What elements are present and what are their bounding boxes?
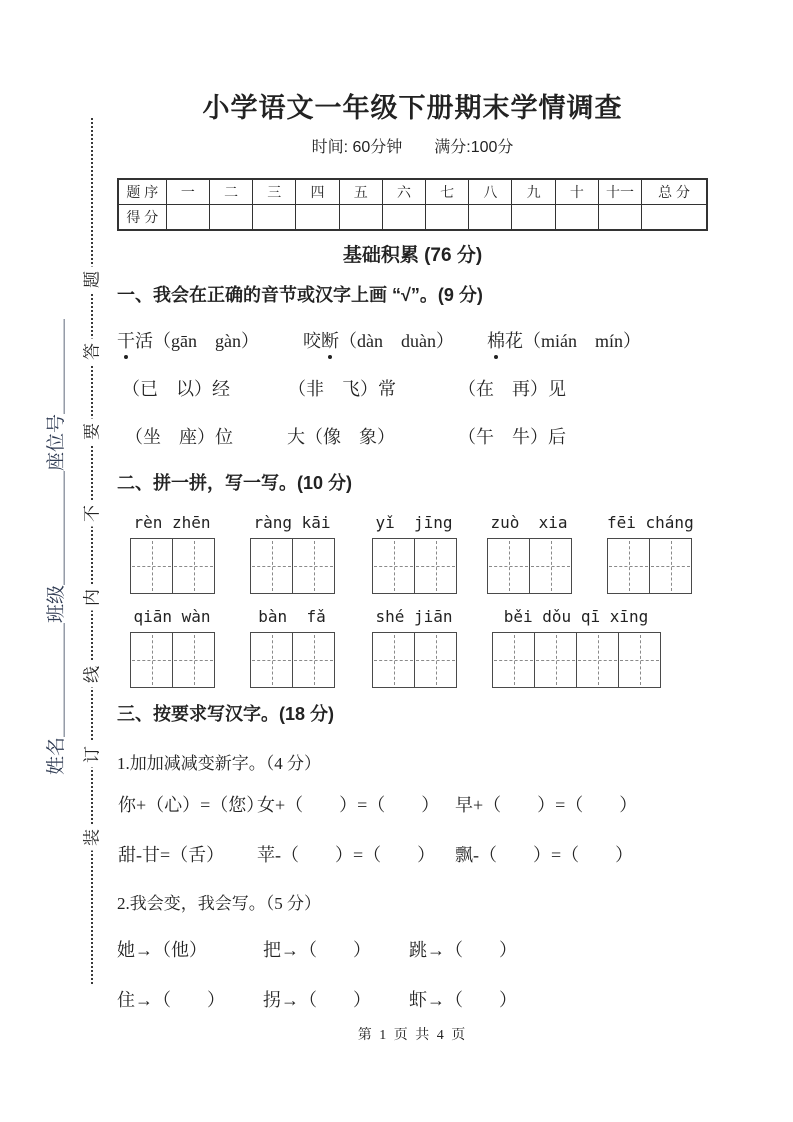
col-header: 十	[555, 179, 598, 205]
pinyin-word	[607, 512, 693, 598]
grid-cell	[414, 539, 456, 593]
binding-char: 线	[81, 662, 104, 688]
q3-heading: 三、按要求写汉字。(18 分)	[117, 704, 335, 724]
col-header: 六	[382, 179, 425, 205]
binding-char: 订	[81, 742, 104, 768]
grid-cell	[373, 539, 414, 593]
grid-cell	[576, 633, 618, 687]
question-number-row	[118, 179, 707, 205]
pinyin-word	[372, 606, 456, 692]
q2-heading: 二、拼一拼，写一写。(10 分)	[117, 473, 353, 493]
q3-sub1-row1	[117, 791, 708, 819]
choice-item: （非 飞）常	[288, 379, 396, 399]
arrow-item: 跳→（ ）	[409, 940, 517, 960]
col-header: 八	[469, 179, 512, 205]
score-cell	[166, 205, 209, 231]
arrow-item: 她→（他）	[117, 940, 207, 960]
grid-cell	[373, 633, 414, 687]
binding-dotted-line	[91, 118, 93, 984]
grid-cell	[608, 539, 649, 593]
choice-item: 大（像 象）	[287, 427, 395, 447]
q3-sub2-row2	[117, 986, 708, 1014]
col-header: 三	[253, 179, 296, 205]
score-cell	[555, 205, 598, 231]
score-row	[118, 205, 707, 231]
col-header: 五	[339, 179, 382, 205]
grid-cell	[534, 633, 576, 687]
pinyin-word	[372, 512, 456, 598]
score-cell	[296, 205, 339, 231]
col-header: 二	[209, 179, 252, 205]
choice-item: （已 以）经	[122, 379, 230, 399]
binding-char: 答	[81, 339, 104, 365]
q1-heading: 一、我会在正确的音节或汉字上画 “√”。(9 分)	[117, 285, 483, 305]
grid-cell	[172, 539, 214, 593]
writing-grid	[487, 538, 572, 594]
score-cell	[598, 205, 641, 231]
equation-item: 你+（心）=（您）	[118, 795, 265, 815]
col-header: 十一	[598, 179, 641, 205]
dotted-char: 断	[321, 327, 339, 353]
writing-grid	[492, 632, 661, 688]
arrow-item: 把→（ ）	[263, 940, 371, 960]
choice-item: （坐 座）位	[125, 427, 233, 447]
grid-cell	[618, 633, 660, 687]
choice-item: 干活（gān gàn）	[117, 327, 259, 353]
pinyin-word	[492, 606, 660, 692]
exam-meta: 时间: 60分钟 满分:100分	[311, 139, 514, 156]
binding-char: 内	[81, 585, 104, 611]
score-cell	[469, 205, 512, 231]
choice-item: 咬断（dàn duàn）	[303, 327, 454, 353]
q1-row3	[117, 423, 708, 451]
pinyin-label: zuò xia	[490, 513, 568, 532]
score-cell	[339, 205, 382, 231]
equation-item: 女+（ ）=（ ）	[257, 795, 440, 815]
grid-cell	[488, 539, 529, 593]
choice-item: 棉花（mián mín）	[487, 327, 641, 353]
writing-grid	[250, 632, 335, 688]
page-number: 第 1 页 共 4 页	[357, 1028, 468, 1043]
pinyin-label: shé jiān	[375, 607, 453, 626]
writing-grid	[130, 632, 215, 688]
binding-char: 不	[81, 501, 104, 527]
pinyin-label: běi dǒu qī xīng	[503, 607, 649, 626]
q3-sub2-heading: 2.我会变，我会写。（5 分）	[117, 894, 321, 913]
grid-cell	[649, 539, 691, 593]
writing-grid	[372, 538, 457, 594]
col-header: 七	[426, 179, 469, 205]
score-cell	[382, 205, 425, 231]
grid-cell	[414, 633, 456, 687]
row-label: 得 分	[118, 205, 166, 231]
q1-row1	[117, 327, 708, 355]
binding-char: 题	[81, 267, 104, 293]
q1-row2	[117, 375, 708, 403]
choice-item: （午 牛）后	[458, 427, 566, 447]
dotted-char: 干	[117, 327, 135, 353]
arrow-item: 住→（ ）	[117, 990, 225, 1010]
grid-cell	[292, 539, 334, 593]
pinyin-word	[487, 512, 571, 598]
score-table	[117, 178, 708, 231]
equation-item: 飘-（ ）=（ ）	[455, 845, 634, 865]
pinyin-label: ràng kāi	[253, 513, 331, 532]
row-label: 题 序	[118, 179, 166, 205]
page-title: 小学语文一年级下册期末学情调查	[202, 93, 623, 123]
grid-cell	[251, 633, 292, 687]
exam-content	[117, 0, 708, 1122]
binding-char: 装	[81, 825, 104, 851]
grid-cell	[131, 633, 172, 687]
col-header: 九	[512, 179, 555, 205]
writing-grid	[130, 538, 215, 594]
student-info-labels: 姓名＿＿＿＿＿＿班级＿＿＿＿＿＿座位号＿＿＿＿＿	[46, 318, 67, 775]
choice-item: （在 再）见	[458, 379, 566, 399]
writing-grid	[607, 538, 692, 594]
pinyin-label: yǐ jīng	[375, 513, 453, 532]
grid-cell	[529, 539, 571, 593]
dotted-char: 棉	[487, 327, 505, 353]
pinyin-word	[130, 512, 214, 598]
score-cell	[426, 205, 469, 231]
q3-sub2-row1	[117, 936, 708, 964]
pinyin-word	[130, 606, 214, 692]
pinyin-label: fēi cháng	[607, 513, 694, 532]
score-cell	[642, 205, 707, 231]
equation-item: 早+（ ）=（ ）	[455, 795, 638, 815]
arrow-item: 拐→（ ）	[263, 990, 371, 1010]
equation-item: 甜-甘=（舌）	[118, 845, 225, 865]
pinyin-label: bàn fǎ	[258, 607, 326, 626]
grid-cell	[251, 539, 292, 593]
pinyin-label: qiān wàn	[133, 607, 211, 626]
q2-row2	[117, 606, 708, 696]
q2-row1	[117, 512, 708, 602]
col-header: 总 分	[642, 179, 707, 205]
arrow-item: 虾→（ ）	[409, 990, 517, 1010]
q3-sub1-row2	[117, 841, 708, 869]
score-cell	[253, 205, 296, 231]
grid-cell	[172, 633, 214, 687]
binding-char: 要	[81, 419, 104, 445]
score-cell	[209, 205, 252, 231]
pinyin-word	[250, 606, 334, 692]
col-header: 一	[166, 179, 209, 205]
writing-grid	[250, 538, 335, 594]
section-title: 基础积累 (76 分)	[342, 245, 483, 266]
pinyin-word	[250, 512, 334, 598]
q3-sub1-heading: 1.加加减减变新字。（4 分）	[117, 754, 321, 773]
pinyin-label: rèn zhēn	[133, 513, 211, 532]
equation-item: 苹-（ ）=（ ）	[257, 845, 436, 865]
writing-grid	[372, 632, 457, 688]
score-cell	[512, 205, 555, 231]
grid-cell	[292, 633, 334, 687]
grid-cell	[493, 633, 534, 687]
grid-cell	[131, 539, 172, 593]
col-header: 四	[296, 179, 339, 205]
score-table-wrap	[117, 178, 708, 231]
